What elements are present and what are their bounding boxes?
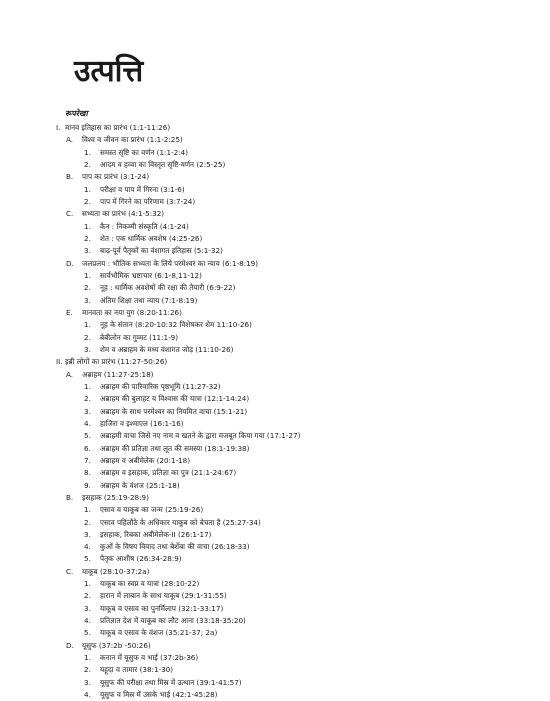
outline-item-number: I. [56, 123, 61, 132]
outline-item [0, 282, 550, 294]
outline-item [0, 221, 550, 233]
outline-item [0, 492, 550, 504]
outline-item-text: शेम व अब्राहम के मध्य वंशागत जोड़ (11:10-26) [100, 344, 234, 354]
outline-item [0, 467, 550, 479]
outline-item-text: याकूब (28:10-37:2a) [82, 566, 150, 576]
outline-item-text: याकूब व एसाव का पुनर्मिलाप (32:1-33:17) [100, 603, 224, 613]
outline-item [0, 677, 550, 689]
outline-item-text: पाप में गिरने का परिणाम (3:7-24) [100, 196, 196, 206]
outline-item-number: E. [66, 307, 73, 317]
outline-item-text: अब्राहमी वाचा जिसे नए नाम व खतने के द्वारा मजबूत किया गया (17:1-27) [100, 431, 301, 441]
outline-item-number: 3. [84, 246, 91, 256]
outline-item [0, 245, 550, 257]
outline-item-text: अब्राहम के साथ परमेश्वर का नियमित वाचा (15:1-21) [100, 406, 248, 416]
outline-item-text: विश्व व जीवन का प्रारंभ (1:1-2:25) [82, 135, 183, 145]
outline-item [0, 171, 550, 183]
outline-item [0, 615, 550, 627]
outline-item-text: अब्राहम की बुलाहट व विश्वास की यात्रा (12:1-14:24) [100, 394, 250, 404]
outline-item-text: पाप का प्रारंभ (3:1-24) [82, 172, 150, 182]
outline-item-number: 1. [84, 221, 91, 231]
outline-item-text: एसाव पहिलौठे के अधिकार याकूब को बेचता है (25:27-34) [100, 517, 261, 527]
outline-item [0, 603, 550, 615]
outline-item-text: आदम व हव्वा का विस्तृत सृष्टि-वर्णन (2:5-25) [100, 159, 226, 169]
outline-item-text: यूसुफ की परीक्षा तथा मिस्र में उत्थान (39:1-41:57) [100, 677, 242, 687]
outline-item-text: इब्री लोगों का प्रारंभ (11:27-50:26) [65, 357, 168, 367]
outline-item-text: कनान में यूसुफ व भाई (37:2b-36) [100, 653, 199, 663]
outline-item-number: 3. [84, 529, 91, 539]
outline-item-number: B. [66, 492, 74, 502]
outline-list [0, 122, 550, 701]
outline-item [0, 369, 550, 381]
outline-item-number: 1. [84, 320, 91, 330]
outline-item-number: 6. [84, 443, 91, 453]
outline-heading: रूपरेखा [65, 109, 88, 118]
outline-item-number: 1. [84, 505, 91, 515]
outline-item-number: 2. [84, 665, 91, 675]
outline-item-number: 4. [84, 690, 91, 700]
outline-item [0, 258, 550, 270]
outline-item-text: एसाव व याकूब का जन्म (25:19-26) [100, 505, 204, 515]
outline-item-number: C. [66, 566, 74, 576]
outline-item [0, 233, 550, 245]
outline-item [0, 418, 550, 430]
outline-item-text: अंतिम शिक्षा तथा न्याय (7:1-8:19) [100, 295, 198, 305]
outline-item-text: हारान में लाबान के साथ याकूब (29:1-31:55) [100, 591, 227, 601]
outline-item-number: 4. [84, 418, 91, 428]
outline-item [0, 640, 550, 652]
outline-item-number: 2. [84, 283, 91, 293]
outline-item [0, 332, 550, 344]
outline-item-number: 3. [84, 603, 91, 613]
outline-item-number: 2. [84, 517, 91, 527]
outline-item-number: A. [66, 135, 74, 145]
outline-item-number: D. [66, 258, 74, 268]
outline-item-number: 3. [84, 406, 91, 416]
outline-item [0, 517, 550, 529]
outline-item-text: बाढ़-पूर्व पैतृकों का वंशागत इतिहास (5:1-32) [100, 246, 223, 256]
outline-item-number: 1. [84, 381, 91, 391]
outline-item [0, 406, 550, 418]
outline-item [0, 270, 550, 282]
outline-item [0, 578, 550, 590]
outline-item-text: शेत : एक धार्मिक अवशेष (4:25-26) [100, 233, 203, 243]
outline-item-number: 4. [84, 542, 91, 552]
outline-item-number: 9. [84, 480, 91, 490]
outline-item [0, 529, 550, 541]
outline-item-text: अब्राहम की पारिवारिक पृष्ठभूमि (11:27-32) [100, 381, 221, 391]
outline-item-text: प्रतिज्ञात देश में याकूब का लौट आना (33:18-35:20) [100, 616, 246, 626]
book-title: उत्पत्ति [74, 54, 144, 89]
outline-item-number: 5. [84, 431, 91, 441]
outline-item-text: समस्त सृष्टि का वर्णन (1:1-2:4) [100, 147, 189, 157]
outline-item-number: II. [56, 357, 63, 367]
outline-item-text: अब्राहम व अबीमेलेक (20:1-18) [100, 455, 191, 465]
outline-item-number: C. [66, 209, 74, 219]
outline-item [0, 689, 550, 701]
outline-item-number: 7. [84, 455, 91, 465]
outline-item [0, 356, 550, 368]
outline-item-number: 1. [84, 147, 91, 157]
outline-item [0, 319, 550, 331]
outline-item-number: 3. [84, 677, 91, 687]
outline-item-number: 2. [84, 394, 91, 404]
outline-item [0, 664, 550, 676]
outline-item [0, 147, 550, 159]
outline-item-number: 8. [84, 468, 91, 478]
outline-item-text: मानवता का नया युग (8:20-11:26) [82, 307, 182, 317]
outline-item-text: सार्वभौमिक भ्रष्टाचार (6:1-8,11-12) [100, 270, 202, 280]
outline-item-text: यहूदा व तामार (38:1-30) [100, 665, 174, 675]
outline-item [0, 455, 550, 467]
outline-item-number: 1. [84, 653, 91, 663]
outline-item-text: मानव इतिहास का प्रारंभ (1:1-11:26) [65, 123, 171, 132]
outline-item-text: परीक्षा व पाप में गिरना (3:1-6) [100, 184, 185, 194]
outline-item-number: 3. [84, 295, 91, 305]
outline-item [0, 566, 550, 578]
outline-item-text: सभ्यता का प्रारंभ (4:1-5:32) [82, 209, 165, 219]
outline-item-text: अब्राहम (11:27-25:18) [82, 369, 154, 379]
outline-item [0, 344, 550, 356]
outline-item [0, 553, 550, 565]
outline-item-text: कुओं के विषय विवाद तथा बेर्शेबा की वाचा (26:18-33) [100, 542, 250, 552]
outline-item [0, 443, 550, 455]
outline-item-text: अब्राहम व इसहाक, प्रतिज्ञा का पुत्र (21:1-24:67) [100, 468, 237, 478]
outline-item-number: 2. [84, 233, 91, 243]
outline-item-number: 2. [84, 159, 91, 169]
outline-item-number: D. [66, 640, 74, 650]
outline-item-text: हाजिरा व इश्माएल (16:1-16) [100, 418, 184, 428]
outline-item-text: यूसुफ (37:2b -50:26) [82, 640, 151, 650]
outline-item-text: अब्राहम के वंशज (25:1-18) [100, 480, 180, 490]
outline-item-text: अब्राहम की प्रतिज्ञा तथा लूत की समस्या (18:1-19:38) [100, 443, 250, 453]
outline-item-text: यूसुफ व मिस्र में उसके भाई (42:1-45:28) [100, 690, 218, 700]
outline-item [0, 295, 550, 307]
outline-item-text: जलप्रलय : भौतिक सभ्यता के लिये परमेश्वर का न्याय (6:1-8:19) [82, 258, 259, 268]
outline-item-number: 2. [84, 332, 91, 342]
outline-item [0, 504, 550, 516]
outline-item-number: 3. [84, 344, 91, 354]
outline-item [0, 122, 550, 134]
outline-item-number: 1. [84, 270, 91, 280]
outline-item-number: 4. [84, 616, 91, 626]
outline-item [0, 590, 550, 602]
outline-item [0, 430, 550, 442]
outline-item-text: इसहाक (25:19-28:9) [82, 492, 149, 502]
outline-item [0, 480, 550, 492]
outline-item-number: B. [66, 172, 74, 182]
outline-item-number: A. [66, 369, 74, 379]
outline-item [0, 381, 550, 393]
outline-item-text: याकूब का स्वप्न व यात्रा (28:10-22) [100, 579, 200, 589]
outline-item [0, 652, 550, 664]
outline-item-number: 1. [84, 184, 91, 194]
outline-item [0, 627, 550, 639]
outline-item [0, 159, 550, 171]
outline-item [0, 541, 550, 553]
outline-item-text: नूह के संतान (8:20-10:32 विशेषकर शेम 11:10-26) [100, 320, 252, 330]
outline-item-number: 2. [84, 196, 91, 206]
outline-item [0, 184, 550, 196]
outline-item-text: बेबीलोन का गुम्मट (11:1-9) [100, 332, 179, 342]
outline-item [0, 208, 550, 220]
outline-item-number: 2. [84, 591, 91, 601]
outline-item [0, 393, 550, 405]
outline-item-number: 1. [84, 579, 91, 589]
outline-item-text: याकूब व एसाव के वंशज (35:21-37; 2a) [100, 628, 218, 638]
outline-item [0, 196, 550, 208]
outline-item [0, 134, 550, 146]
outline-item-number: 5. [84, 628, 91, 638]
outline-item-text: नूह : धार्मिक अवशेषों की रक्षा की तैयारी (6:9-22) [100, 283, 236, 293]
outline-item-text: पैतृक आशीष (26:34-28:9) [100, 554, 182, 564]
outline-item-text: इसहाक, रिबका अबीमेलेक-II (26:1-17) [100, 529, 212, 539]
outline-item-text: कैन : निकम्मी संस्कृति (4:1-24) [100, 221, 189, 231]
outline-item-number: 5. [84, 554, 91, 564]
outline-item [0, 307, 550, 319]
